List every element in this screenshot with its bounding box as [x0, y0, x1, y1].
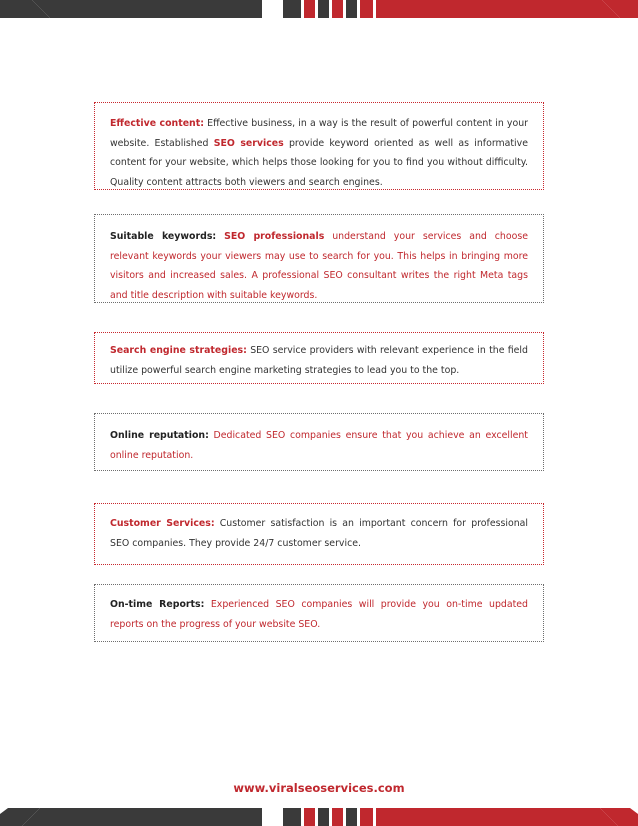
seo-professionals-link[interactable]: SEO professionals [224, 231, 325, 242]
section-text: Search engine strategies: SEO service providers with relevant experience in the field utilize powerful search engine marketing strategies to lead you to the top. [110, 345, 528, 376]
section-heading: Effective content: [110, 118, 204, 129]
section-text: Online reputation: Dedicated SEO companies ensure that you achieve an excellent online reputation. [110, 430, 528, 461]
section-text: On-time Reports: Experienced SEO companies will provide you on-time updated reports on the progress of your website SEO. [110, 599, 528, 630]
section-text: Effective content: Effective business, in a way is the result of powerful content in your website. Established SEO services provide keyword oriented as well as informative content for your website, which helps those looking for you to find you without difficulty. Quality content attracts both viewers and search engines. [110, 118, 529, 188]
section-suitable-keywords [94, 214, 544, 303]
top-decorative-band [0, 0, 638, 18]
section-on-time-reports [94, 584, 544, 642]
section-online-reputation [94, 413, 544, 471]
section-search-engine-strategies [94, 332, 544, 384]
section-heading: On-time Reports: [110, 599, 205, 610]
section-heading: Online reputation: [110, 430, 209, 441]
section-text: Suitable keywords: SEO professionals understand your services and choose relevant keywords your viewers may use to search for you. This helps in bringing more visitors and increased sales. A professional SEO consultant writes the right Meta tags and title description with suitable keywords. [110, 231, 529, 301]
section-heading: Search engine strategies: [110, 345, 247, 356]
section-effective-content [94, 102, 544, 190]
seo-services-link[interactable]: SEO services [213, 137, 284, 149]
section-heading: Customer Services: [110, 518, 215, 529]
section-text: Customer Services: Customer satisfaction is an important concern for professional SEO companies. They provide 24/7 customer service. [110, 518, 528, 549]
footer-website-link[interactable]: www.viralseoservices.com [233, 781, 405, 795]
section-heading: Suitable keywords: [110, 231, 217, 242]
bottom-decorative-band [0, 808, 638, 826]
section-customer-services [94, 503, 544, 565]
